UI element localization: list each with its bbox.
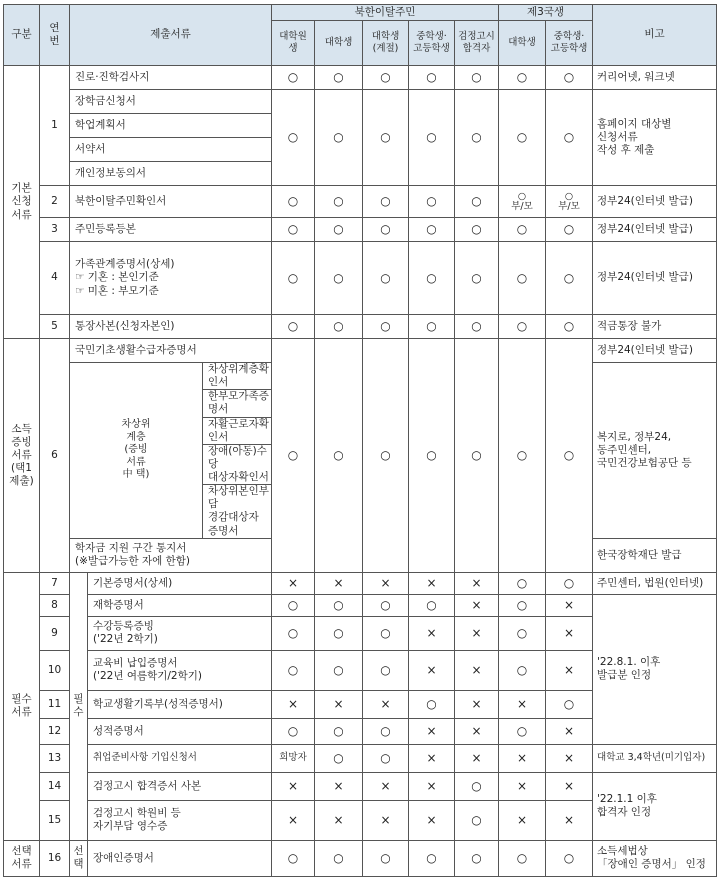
remark: 정부24(인터넷 발급) xyxy=(593,242,717,315)
row-number: 9 xyxy=(40,616,70,650)
mark-circle: ○ xyxy=(315,616,363,650)
mark-circle: ○ xyxy=(315,840,363,876)
section-optional: 선택 서류 xyxy=(4,840,40,876)
mark-circle: ○ xyxy=(546,840,593,876)
mark-x: × xyxy=(455,744,499,772)
mark-x: × xyxy=(455,572,499,594)
doc-name: 장애인증명서 xyxy=(88,840,272,876)
row-number: 14 xyxy=(40,772,70,800)
doc-name: 북한이탈주민확인서 xyxy=(70,186,272,218)
subcol-grad: 대학원 생 xyxy=(272,21,315,66)
mark-circle: ○ xyxy=(363,315,409,339)
mark-x: × xyxy=(409,772,455,800)
mark-circle: ○ xyxy=(455,800,499,840)
header-number: 연 번 xyxy=(40,5,70,66)
doc-name: 차상위계층확인서 xyxy=(203,363,272,390)
mark-circle: ○ xyxy=(272,616,315,650)
mark-circle: ○ xyxy=(409,690,455,718)
doc-name: 검정고시 합격증서 사본 xyxy=(88,772,272,800)
mark-circle: ○ xyxy=(499,218,546,242)
mark-x: × xyxy=(409,572,455,594)
mark-x: × xyxy=(546,718,593,744)
mark-x: × xyxy=(363,690,409,718)
remark: 소득세법상 「장애인 증명서」 인정 xyxy=(593,840,717,876)
mark-x: × xyxy=(409,800,455,840)
subcol-ged: 검정고시 합격자 xyxy=(455,21,499,66)
subcol-third-secondary: 중학생· 고등학생 xyxy=(546,21,593,66)
doc-name: 서약서 xyxy=(70,138,272,162)
mark-x: × xyxy=(409,718,455,744)
near-poverty-group: 차상위 계층 (증빙 서류 中 택) xyxy=(70,363,203,539)
mark-x: × xyxy=(272,690,315,718)
mark-circle: ○ xyxy=(363,594,409,616)
header-documents: 제출서류 xyxy=(70,5,272,66)
mark-x: × xyxy=(546,594,593,616)
mark-circle: ○ xyxy=(272,840,315,876)
seontaek-label: 선 택 xyxy=(70,840,88,876)
mark-parent: ○ 부/모 xyxy=(546,186,593,218)
remark: 복지로, 정부24, 동주민센터, 국민건강보험공단 등 xyxy=(593,363,717,539)
mark-circle: ○ xyxy=(499,90,546,186)
mark-circle: ○ xyxy=(409,594,455,616)
remark: 주민센터, 법원(인터넷) xyxy=(593,572,717,594)
header-remarks: 비고 xyxy=(593,5,717,66)
mark-x: × xyxy=(409,616,455,650)
mark-circle: ○ xyxy=(409,186,455,218)
doc-name: 한부모가족증명서 xyxy=(203,390,272,417)
row-number: 13 xyxy=(40,744,70,772)
mark-circle: ○ xyxy=(409,840,455,876)
mark-circle: ○ xyxy=(363,339,409,573)
row-number: 11 xyxy=(40,690,70,718)
mark-circle: ○ xyxy=(455,186,499,218)
remark: 적금통장 불가 xyxy=(593,315,717,339)
remark: 정부24(인터넷 발급) xyxy=(593,339,717,363)
row-number: 15 xyxy=(40,800,70,840)
subcol-third-univ: 대학생 xyxy=(499,21,546,66)
mark-circle: ○ xyxy=(499,650,546,690)
doc-name: 취업준비사항 기입신청서 xyxy=(88,744,272,772)
doc-name: 장학금신청서 xyxy=(70,90,272,114)
mark-circle: ○ xyxy=(363,66,409,90)
mark-x: × xyxy=(499,800,546,840)
doc-name: 기본증명서(상세) xyxy=(88,572,272,594)
mark-circle: ○ xyxy=(499,66,546,90)
mark-circle: ○ xyxy=(272,66,315,90)
mark-x: × xyxy=(455,594,499,616)
mark-circle: ○ xyxy=(272,594,315,616)
mark-circle: ○ xyxy=(546,315,593,339)
doc-name: 검정고시 학원비 등 자기부담 영수증 xyxy=(88,800,272,840)
mark-circle: ○ xyxy=(409,218,455,242)
mark-circle: ○ xyxy=(546,339,593,573)
remark: '22.8.1. 이후 발급분 인정 xyxy=(593,594,717,744)
doc-name: 학업계획서 xyxy=(70,114,272,138)
mark-circle: ○ xyxy=(409,315,455,339)
row-number: 5 xyxy=(40,315,70,339)
mark-x: × xyxy=(499,772,546,800)
row-number: 6 xyxy=(40,339,70,573)
doc-name: 재학증명서 xyxy=(88,594,272,616)
doc-name: 국민기초생활수급자증명서 xyxy=(70,339,272,363)
mark-x: × xyxy=(409,744,455,772)
row-number: 12 xyxy=(40,718,70,744)
row-number: 7 xyxy=(40,572,70,594)
mark-circle: ○ xyxy=(499,339,546,573)
mark-circle: ○ xyxy=(315,90,363,186)
doc-name: 성적증명서 xyxy=(88,718,272,744)
row-number: 16 xyxy=(40,840,70,876)
mark-circle: ○ xyxy=(315,339,363,573)
mark-circle: ○ xyxy=(363,218,409,242)
mark-circle: ○ xyxy=(409,339,455,573)
mark-circle: ○ xyxy=(315,718,363,744)
row-number: 1 xyxy=(40,66,70,186)
section-basic: 기본 신청 서류 xyxy=(4,66,40,339)
mark-x: × xyxy=(363,772,409,800)
mark-circle: ○ xyxy=(499,616,546,650)
mark-x: × xyxy=(272,800,315,840)
subcol-univ-season: 대학생 (계절) xyxy=(363,21,409,66)
mark-circle: ○ xyxy=(455,242,499,315)
mark-circle: ○ xyxy=(409,242,455,315)
doc-name: 자활근로자확인서 xyxy=(203,417,272,444)
mark-circle: ○ xyxy=(363,242,409,315)
subcol-univ: 대학생 xyxy=(315,21,363,66)
remark: 정부24(인터넷 발급) xyxy=(593,218,717,242)
mark-x: × xyxy=(315,690,363,718)
mark-circle: ○ xyxy=(272,650,315,690)
remark: 커리어넷, 워크넷 xyxy=(593,66,717,90)
mark-circle: ○ xyxy=(499,572,546,594)
mark-parent: ○ 부/모 xyxy=(499,186,546,218)
section-income: 소득 증빙 서류 (택1 제출) xyxy=(4,339,40,573)
mark-x: × xyxy=(272,572,315,594)
mark-circle: ○ xyxy=(546,572,593,594)
mark-x: × xyxy=(546,800,593,840)
doc-name: 교육비 납입증명서 ('22년 여름학기/2학기) xyxy=(88,650,272,690)
mark-x: × xyxy=(363,800,409,840)
mark-x: × xyxy=(315,572,363,594)
mark-circle: ○ xyxy=(455,66,499,90)
mark-circle: ○ xyxy=(455,339,499,573)
doc-name: 진로·진학검사지 xyxy=(70,66,272,90)
mark-circle: ○ xyxy=(363,650,409,690)
remark: 정부24(인터넷 발급) xyxy=(593,186,717,218)
doc-name: 수강등록증빙 ('22년 2학기) xyxy=(88,616,272,650)
doc-name: 가족관계증명서(상세) ☞ 기혼 : 본인기준 ☞ 미혼 : 부모기준 xyxy=(70,242,272,315)
mark-x: × xyxy=(546,650,593,690)
mark-x: × xyxy=(455,650,499,690)
mark-circle: ○ xyxy=(272,339,315,573)
header-third-country: 제3국생 xyxy=(499,5,593,21)
subcol-secondary: 중학생· 고등학생 xyxy=(409,21,455,66)
mark-circle: ○ xyxy=(499,315,546,339)
mark-circle: ○ xyxy=(315,650,363,690)
mark-circle: ○ xyxy=(315,218,363,242)
doc-name: 장애(아동)수당 대상자확인서 xyxy=(203,444,272,484)
doc-name: 학자금 지원 구간 통지서 (※발급가능한 자에 한함) xyxy=(70,538,272,572)
mark-circle: ○ xyxy=(363,90,409,186)
row-number: 3 xyxy=(40,218,70,242)
mark-circle: ○ xyxy=(315,186,363,218)
mark-circle: ○ xyxy=(272,218,315,242)
row-number: 2 xyxy=(40,186,70,218)
mark-circle: ○ xyxy=(546,218,593,242)
mark-circle: ○ xyxy=(546,90,593,186)
mark-circle: ○ xyxy=(363,744,409,772)
mark-circle: ○ xyxy=(455,772,499,800)
remark: '22.1.1 이후 합격자 인정 xyxy=(593,772,717,840)
mark-circle: ○ xyxy=(455,218,499,242)
row-number: 8 xyxy=(40,594,70,616)
doc-name: 차상위본인부담 경감대상자 증명서 xyxy=(203,485,272,539)
remark: 대학교 3,4학년(미기입자) xyxy=(593,744,717,772)
header-north-korean-defectors: 북한이탈주민 xyxy=(272,5,499,21)
mark-circle: ○ xyxy=(363,718,409,744)
mark-circle: ○ xyxy=(272,315,315,339)
mark-x: × xyxy=(455,616,499,650)
mark-circle: ○ xyxy=(272,718,315,744)
row-number: 10 xyxy=(40,650,70,690)
mark-circle: ○ xyxy=(363,186,409,218)
mark-circle: ○ xyxy=(315,66,363,90)
doc-name: 주민등록등본 xyxy=(70,218,272,242)
mark-circle: ○ xyxy=(315,242,363,315)
remark: 홈페이지 대상별 신청서류 작성 후 제출 xyxy=(593,90,717,186)
mark-circle: ○ xyxy=(409,66,455,90)
mark-x: × xyxy=(409,650,455,690)
mark-x: × xyxy=(499,690,546,718)
header-gubun: 구분 xyxy=(4,5,40,66)
document-table xyxy=(3,4,717,877)
mark-circle: ○ xyxy=(546,690,593,718)
mark-hope: 희망자 xyxy=(272,744,315,772)
mark-x: × xyxy=(315,772,363,800)
doc-name: 통장사본(신청자본인) xyxy=(70,315,272,339)
mark-circle: ○ xyxy=(499,594,546,616)
mark-x: × xyxy=(315,800,363,840)
mark-circle: ○ xyxy=(546,242,593,315)
remark: 한국장학재단 발급 xyxy=(593,538,717,572)
mark-circle: ○ xyxy=(315,315,363,339)
mark-circle: ○ xyxy=(455,840,499,876)
mark-x: × xyxy=(455,690,499,718)
mark-circle: ○ xyxy=(455,90,499,186)
mark-x: × xyxy=(499,744,546,772)
mark-circle: ○ xyxy=(546,66,593,90)
mark-x: × xyxy=(455,718,499,744)
mark-circle: ○ xyxy=(499,840,546,876)
mark-circle: ○ xyxy=(315,744,363,772)
mark-circle: ○ xyxy=(363,616,409,650)
mark-x: × xyxy=(272,772,315,800)
mark-circle: ○ xyxy=(409,90,455,186)
doc-name: 학교생활기록부(성적증명서) xyxy=(88,690,272,718)
mark-circle: ○ xyxy=(363,840,409,876)
doc-name: 개인정보동의서 xyxy=(70,162,272,186)
mark-x: × xyxy=(363,572,409,594)
mark-circle: ○ xyxy=(499,242,546,315)
mark-circle: ○ xyxy=(272,242,315,315)
mark-circle: ○ xyxy=(315,594,363,616)
pilsu-label: 필 수 xyxy=(70,572,88,840)
mark-circle: ○ xyxy=(272,186,315,218)
mark-x: × xyxy=(546,744,593,772)
mark-circle: ○ xyxy=(272,90,315,186)
mark-x: × xyxy=(546,772,593,800)
mark-circle: ○ xyxy=(455,315,499,339)
row-number: 4 xyxy=(40,242,70,315)
mark-x: × xyxy=(546,616,593,650)
mark-circle: ○ xyxy=(499,718,546,744)
section-required: 필수 서류 xyxy=(4,572,40,840)
